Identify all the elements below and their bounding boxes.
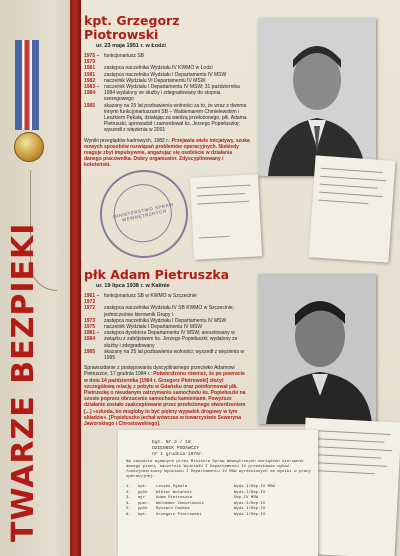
portrait-icon [258,18,376,176]
main-document [118,430,318,556]
timeline-row: 1972 zastępca naczelnika Wydziału IV SB KWMO w Szczecinie, jednocześnie kierownik Grupy I [84,305,235,318]
person2-timeline [84,293,250,361]
list-item: 5. ppłk Ryszard Dudała Wydz.I/Dep.IV [126,507,266,511]
person2-born: ur. 19 lipca 1938 r. w Kalinie [96,283,170,289]
list-item: 3. mjr Adam Pietruszka Dep.IV MSW [126,496,259,500]
official-stamp: MINISTERSTWO SPRAW WEWNĘTRZNYCH [92,162,196,266]
timeline-row: 1975 – 1979 funkcjonariusz SB [84,53,145,66]
person1-section [84,14,250,169]
person2-report-block [84,365,250,427]
person1-opinion-intro: Wyniki przeglądów kadrowych, 1982 r.: [84,137,171,144]
list-item: 6. kpt. Grzegorz Piotrowski Wydz.I/Dep.IV [126,512,266,517]
medal-ribbon [15,40,39,130]
person1-name: kpt. Grzegorz Piotrowski [84,13,180,42]
timeline-row: 1981 zastępca naczelnika Wydziału I Departamentu IV MSW [84,71,227,78]
person1-opinion-block [84,138,250,169]
list-item: 1. kpt. Leszek Pękala Wydz.I/Dep.IV MSW [126,485,275,489]
timeline-row: 1985 skazany na 25 lat pozbawienia wolności za to, że wraz z dwoma innymi funkcjonariuszami SB – Waldemarem Chmielewskim i Leszkiem Pękalą, działając za wiedzą przełożonego, płk. Adama Pietruszki, uprowadził i zamordował ks. Jerzego Popiełuszkę; wyszedł z więzienia w 2001 [84,102,247,134]
person2-section [84,268,250,427]
person2-name: płk Adam Pietruszka [84,267,230,282]
timeline-row: 1981 zastępca naczelnika Wydziału IV KWMO w Łodzi [84,65,213,72]
person2-photo [258,274,376,424]
document-thumbnail [309,155,396,262]
medal-icon [14,132,44,162]
timeline-row: 1981 – 1984 zastępca dyrektora Departamentu IV MSW; aresztowany w związku z zabójstwem ks. Jerzego Popiełuszki; wydalony ze służby i zdegradowany [84,330,238,349]
portrait-icon [258,274,376,424]
person2-report: Potwierdzono również, że po powrocie w dniu 14 października [1984 r. Grzegorz Piotrowski] złożył szczegółową relację z pobytu w Gdańsku oraz poinformował płk. Pietruszkę o nieudanym zatrzymaniu samochodu ks. Popiełuszki na szosie poprzez obrzucenie samochodu kamieniami. Powyższe działanie zostało zaakceptowane przez przełożonego stwierdzeniem [...] »szkoda, bo mogłoby to być piękny wypadek drogowy w tym składzie«. [Popiełuszko jechał wówczas w towarzystwie Seweryna Jaworskiego i Chrostowskiego]. [84,371,246,428]
list-item: 2. ppłk Wiktor Wolański Wydz.I/Dep.IV [126,490,266,495]
main-doc-header: Egz. Nr 3 / 18 DZIENNIK PODAWCZY nr 1 grudnia 1978r. [152,440,205,457]
timeline-row: 1961 – 1972 funkcjonariusz SB w KWMO w Szczecinie [84,293,197,306]
vertical-title: TWARZE BEZPIEKI [6,222,41,542]
person1-photo [258,18,376,176]
person1-opinion: Przejawia wiele inicjatywy, szuka nowych sposobów rozwiązań problemów operacyjnych. Niekiedy reaguje zbyt impulsywnie, angażując się osobiście w działania danego pracownika. Dobry organizator. Zdyscyplinowany i koleżeński. [84,137,250,169]
red-strip [70,0,81,556]
main-doc-list [126,485,312,518]
document-thumbnail [190,174,262,259]
person1-born: ur. 23 maja 1951 r. w Łodzi [96,43,166,49]
list-item: 4. ppor. Waldemar Chmielewski Wydz.I/Dep.IV [126,501,266,506]
timeline-row: 1983 – 1984 naczelnik Wydziału I Departamentu IV MSW; 31 października 1984 wydalony ze służby i zdegradowany do stopnia szeregowego [84,84,240,103]
timeline-row: 1985 skazany na 25 lat pozbawienia wolności; wyszedł z więzienia w 1995 [84,348,245,362]
person2-report-intro: Sprawozdanie z postępowania dyscyplinarnego przeciwko Adamowi Pietruszce, 17 grudnia 1984 r.: [84,365,235,378]
timeline-row: 1973 zastępca naczelnika Wydziału I Departamentu IV MSW [84,317,227,324]
timeline-row: 1975 naczelnik Wydziału I Departamentu IV MSW [84,324,203,331]
person1-timeline [84,53,250,134]
main-doc-body: Na zasadzie wydanych przez Ministra Spraw Wewnętrznych zarządzeń kierownik danego pionu, naczelnik Wydziału I Departamentu IV przedstawia wykaz funkcjonariuszy Wydziału I Departamentu IV MSW wyróżnionych za wyniki w pracy operacyjnej: 1. kpt. Leszek Pękala Wydz.I/Dep.IV MSW 2. ppłk Wiktor Wolański Wydz.I/Dep.IV 3. mjr Adam Pietruszka Dep.IV MSW 4. ppor. Waldemar Chmielewski Wydz.I/Dep.IV 5. ppłk Ryszard Dudała Wydz.I/Dep.IV 6. kpt. Grzegorz Piotrowski Wydz.I/Dep.IV [126,460,311,517]
timeline-row: 1982 naczelnik Wydziału VI Departamentu IV MSW [84,77,206,84]
